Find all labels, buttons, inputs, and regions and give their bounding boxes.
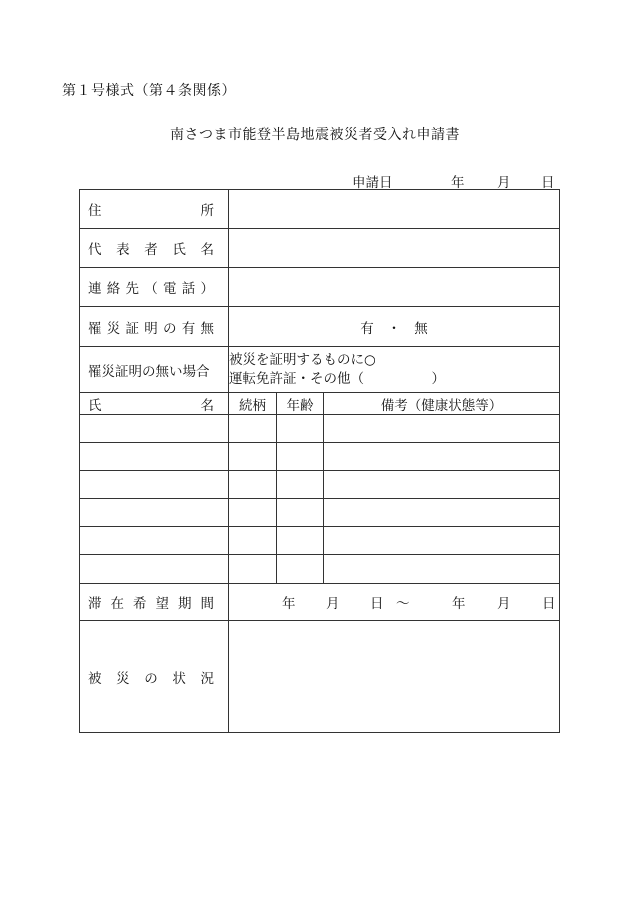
address-field[interactable] [229, 190, 560, 229]
members-header-row [80, 393, 560, 415]
member-row [80, 499, 560, 527]
representative-label: 代 表 者 氏 名 [80, 229, 229, 268]
member-age-cell[interactable] [277, 555, 324, 584]
damage-label: 被 災 の 状 況 [80, 621, 229, 733]
member-relation-cell[interactable] [229, 527, 277, 555]
member-notes-cell[interactable] [324, 471, 560, 499]
member-age-cell[interactable] [277, 415, 324, 443]
member-notes-cell[interactable] [324, 415, 560, 443]
application-date-label: 申請日 [352, 175, 393, 191]
member-row [80, 471, 560, 499]
form-title: 南さつま市能登半島地震被災者受入れ申請書 [170, 127, 460, 143]
member-relation-cell[interactable] [229, 415, 277, 443]
member-row [80, 415, 560, 443]
damage-field[interactable] [229, 621, 560, 733]
member-row [80, 443, 560, 471]
address-label: 住 所 [80, 190, 229, 229]
member-name-cell[interactable] [80, 527, 229, 555]
member-age-cell[interactable] [277, 471, 324, 499]
application-date-year: 年 [451, 175, 465, 191]
stay-period-label: 滞 在 希 望 期 間 [80, 584, 229, 621]
member-age-cell[interactable] [277, 499, 324, 527]
contact-field[interactable] [229, 268, 560, 307]
member-row [80, 555, 560, 584]
member-relation-cell[interactable] [229, 555, 277, 584]
member-notes-cell[interactable] [324, 555, 560, 584]
no-certificate-line1: 被災を証明するものに○ [229, 351, 376, 368]
address-row [80, 190, 560, 229]
member-relation-header: 続柄 [229, 393, 277, 415]
member-name-cell[interactable] [80, 415, 229, 443]
member-name-cell[interactable] [80, 555, 229, 584]
certificate-label: 罹 災 証 明 の 有 無 [80, 307, 229, 347]
member-relation-cell[interactable] [229, 499, 277, 527]
contact-label: 連 絡 先 （ 電 話 ） [80, 268, 229, 307]
no-certificate-line2: 運転免許証・その他（ ） [229, 370, 445, 387]
member-name-cell[interactable] [80, 471, 229, 499]
member-notes-cell[interactable] [324, 527, 560, 555]
certificate-row [80, 307, 560, 347]
application-date-month: 月 [497, 175, 511, 191]
member-name-cell[interactable] [80, 499, 229, 527]
member-notes-cell[interactable] [324, 499, 560, 527]
representative-field[interactable] [229, 229, 560, 268]
damage-row [80, 621, 560, 733]
contact-row [80, 268, 560, 307]
form-number: 第１号様式（第４条関係） [62, 83, 236, 99]
application-date-day: 日 [541, 175, 555, 191]
member-name-header: 氏 名 [80, 393, 229, 415]
no-certificate-label: 罹災証明の無い場合 [80, 347, 229, 393]
member-row [80, 527, 560, 555]
member-notes-cell[interactable] [324, 443, 560, 471]
stay-period-row [80, 584, 560, 621]
representative-row [80, 229, 560, 268]
member-name-cell[interactable] [80, 443, 229, 471]
member-age-header: 年齢 [277, 393, 324, 415]
certificate-options[interactable]: 有 ・ 無 [229, 307, 560, 347]
member-relation-cell[interactable] [229, 471, 277, 499]
member-age-cell[interactable] [277, 443, 324, 471]
member-notes-header: 備考（健康状態等） [324, 393, 560, 415]
no-certificate-field[interactable] [229, 347, 560, 393]
no-certificate-row [80, 347, 560, 393]
member-relation-cell[interactable] [229, 443, 277, 471]
application-form-table [79, 189, 560, 733]
stay-period-field[interactable]: 年 月 日 〜 年 月 日 [229, 584, 560, 621]
member-age-cell[interactable] [277, 527, 324, 555]
